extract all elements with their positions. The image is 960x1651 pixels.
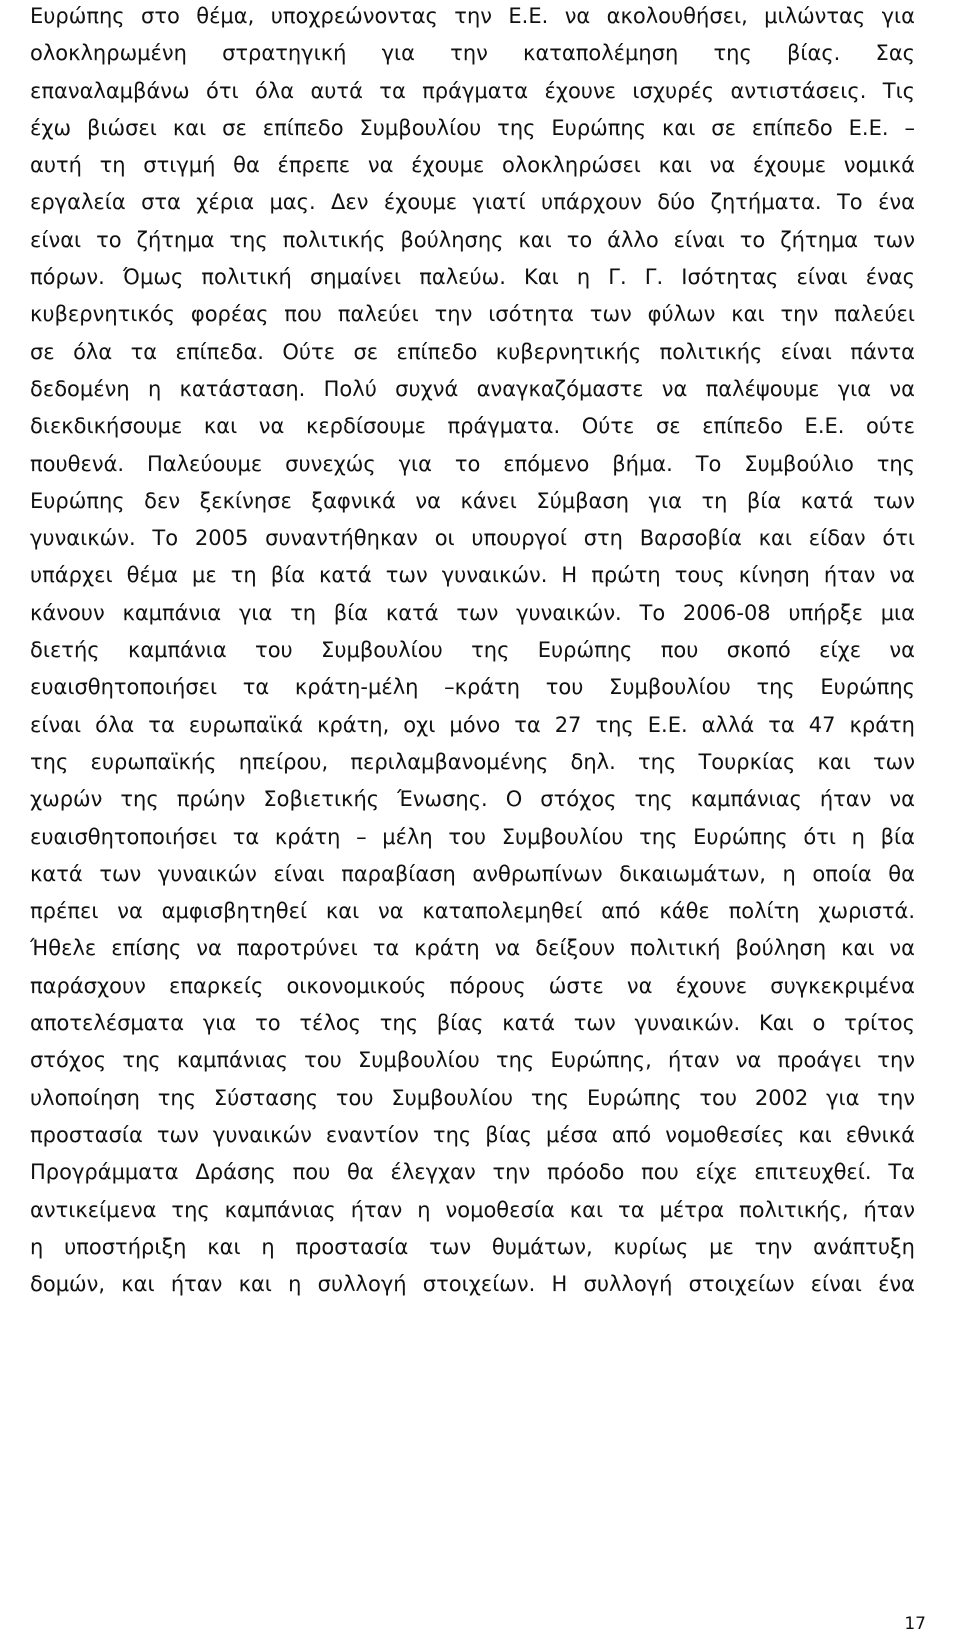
text-line: Προγράμματα Δράσης που θα έλεγχαν την πρόοδο που είχε επιτευχθεί. Τα xyxy=(30,1160,915,1185)
text-line: αυτή τη στιγμή θα έπρεπε να έχουμε ολοκληρώσει και να έχουμε νομικά xyxy=(30,153,915,178)
text-line: Ήθελε επίσης να παροτρύνει τα κράτη να δείξουν πολιτική βούληση και να xyxy=(30,936,915,961)
text-line: γυναικών. Το 2005 συναντήθηκαν οι υπουργοί στη Βαρσοβία και είδαν ότι xyxy=(30,526,915,551)
text-line: ευαισθητοποιήσει τα κράτη-μέλη –κράτη του Συμβουλίου της Ευρώπης xyxy=(30,675,915,700)
text-line: πρέπει να αμφισβητηθεί και να καταπολεμηθεί από κάθε πολίτη χωριστά. xyxy=(30,899,915,924)
text-line: είναι το ζήτημα της πολιτικής βούλησης και το άλλο είναι το ζήτημα των xyxy=(30,227,915,252)
text-line: εργαλεία στα χέρια μας. Δεν έχουμε γιατί υπάρχουν δύο ζητήματα. Το ένα xyxy=(30,190,915,215)
text-line: διεκδικήσουμε και να κερδίσουμε πράγματα. Ούτε σε επίπεδο Ε.Ε. ούτε xyxy=(30,414,915,439)
text-line: υλοποίηση της Σύστασης του Συμβουλίου της Ευρώπης του 2002 για την xyxy=(30,1085,915,1110)
text-line: της ευρωπαϊκής ηπείρου, περιλαμβανομένης δηλ. της Τουρκίας και των xyxy=(30,749,915,774)
text-line: η υποστήριξη και η προστασία των θυμάτων, κυρίως με την ανάπτυξη xyxy=(30,1234,915,1259)
text-line: πουθενά. Παλεύουμε συνεχώς για το επόμενο βήμα. Το Συμβούλιο της xyxy=(30,451,915,476)
text-line: αποτελέσματα για το τέλος της βίας κατά των γυναικών. Και ο τρίτος xyxy=(30,1011,915,1036)
text-line: διετής καμπάνια του Συμβουλίου της Ευρώπης που σκοπό είχε να xyxy=(30,638,915,663)
text-line: Ευρώπης δεν ξεκίνησε ξαφνικά να κάνει Σύμβαση για τη βία κατά των xyxy=(30,488,915,513)
text-line: ολοκληρωμένη στρατηγική για την καταπολέμηση της βίας. Σας xyxy=(30,41,915,66)
text-line: σε όλα τα επίπεδα. Ούτε σε επίπεδο κυβερνητικής πολιτικής είναι πάντα xyxy=(30,339,915,364)
text-line: κάνουν καμπάνια για τη βία κατά των γυναικών. Το 2006-08 υπήρξε μια xyxy=(30,600,915,625)
text-line: στόχος της καμπάνιας του Συμβουλίου της Ευρώπης, ήταν να προάγει την xyxy=(30,1048,915,1073)
text-line: πόρων. Όμως πολιτική σημαίνει παλεύω. Και η Γ. Γ. Ισότητας είναι ένας xyxy=(30,265,915,290)
text-line: κατά των γυναικών είναι παραβίαση ανθρωπίνων δικαιωμάτων, η οποία θα xyxy=(30,861,915,886)
text-line: χωρών της πρώην Σοβιετικής Ένωσης. Ο στόχος της καμπάνιας ήταν να xyxy=(30,787,915,812)
text-line: Ευρώπης στο θέμα, υποχρεώνοντας την Ε.Ε. να ακολουθήσει, μιλώντας για xyxy=(30,4,915,28)
body-text xyxy=(30,0,915,1303)
text-line: αντικείμενα της καμπάνιας ήταν η νομοθεσία και τα μέτρα πολιτικής, ήταν xyxy=(30,1197,915,1222)
text-line: προστασία των γυναικών εναντίον της βίας μέσα από νομοθεσίες και εθνικά xyxy=(30,1122,915,1147)
text-line: έχω βιώσει και σε επίπεδο Συμβουλίου της Ευρώπης και σε επίπεδο Ε.Ε. – xyxy=(30,115,915,140)
text-line: υπάρχει θέμα με τη βία κατά των γυναικών. Η πρώτη τους κίνηση ήταν να xyxy=(30,563,915,588)
text-line: δεδομένη η κατάσταση. Πολύ συχνά αναγκαζόμαστε να παλέψουμε για να xyxy=(30,376,915,401)
text-line: παράσχουν επαρκείς οικονομικούς πόρους ώστε να έχουνε συγκεκριμένα xyxy=(30,973,915,998)
text-line: δομών, και ήταν και η συλλογή στοιχείων. Η συλλογή στοιχείων είναι ένα xyxy=(30,1272,915,1297)
text-line: ευαισθητοποιήσει τα κράτη – μέλη του Συμβουλίου της Ευρώπης ότι η βία xyxy=(30,824,915,849)
text-line: επαναλαμβάνω ότι όλα αυτά τα πράγματα έχουνε ισχυρές αντιστάσεις. Τις xyxy=(30,78,915,103)
text-line: είναι όλα τα ευρωπαϊκά κράτη, οχι μόνο τα 27 της Ε.Ε. αλλά τα 47 κράτη xyxy=(30,712,915,737)
page-number: 17 xyxy=(904,1614,926,1634)
text-line: κυβερνητικός φορέας που παλεύει την ισότητα των φύλων και την παλεύει xyxy=(30,302,915,327)
